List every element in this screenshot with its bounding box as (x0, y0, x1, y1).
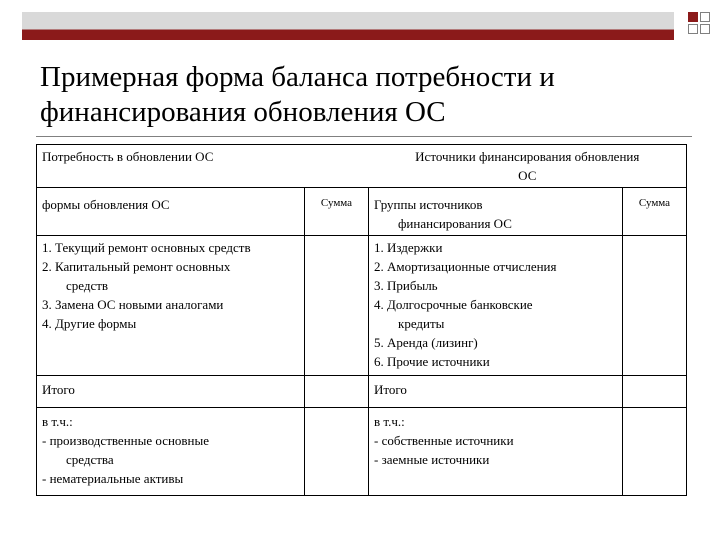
table-row-including (37, 408, 687, 496)
top-decor-bar (22, 12, 674, 40)
left-items-cell (37, 236, 305, 376)
right-sum-cell (623, 236, 687, 376)
list-item: 4. Долгосрочные банковские (374, 297, 533, 312)
right-items-cell (369, 236, 623, 376)
col-groups-line-2: финансирования ОС (398, 216, 512, 231)
decor-square-icon (700, 24, 710, 34)
decor-square-icon (688, 24, 698, 34)
total-right-cell (369, 376, 623, 408)
decor-square-filled-icon (688, 12, 698, 22)
col-forms-header: формы обновления ОС (42, 197, 170, 212)
table-row-items (37, 236, 687, 376)
list-item: 3. Замена ОС новыми аналогами (42, 297, 224, 312)
table-subheader-row (37, 188, 687, 236)
total-left-cell (37, 376, 305, 408)
col-sum-right-cell (623, 188, 687, 236)
total-right-label: Итого (374, 382, 407, 397)
incl-right-sum-cell (623, 408, 687, 496)
total-left-label: Итого (42, 382, 75, 397)
list-item: 1. Текущий ремонт основных средств (42, 240, 251, 255)
col-groups-line-1: Группы источников (374, 197, 483, 212)
incl-right-head: в т.ч.: (374, 414, 405, 429)
header-needs-cell (37, 145, 369, 188)
list-item: - заемные источники (374, 452, 490, 467)
table-row-total (37, 376, 687, 408)
list-item-continuation: кредиты (398, 316, 445, 331)
list-item: - производственные основные (42, 433, 210, 448)
header-sources-line-1: Источники финансирования обновления (415, 149, 640, 164)
list-item: 1. Издержки (374, 240, 443, 255)
list-item: 6. Прочие источники (374, 354, 490, 369)
col-forms-cell (37, 188, 305, 236)
list-item-continuation: средств (66, 278, 109, 293)
list-item: 5. Аренда (лизинг) (374, 335, 478, 350)
incl-left-head: в т.ч.: (42, 414, 73, 429)
col-sum-left-cell (305, 188, 369, 236)
list-item: - собственные источники (374, 433, 514, 448)
balance-table (36, 144, 687, 496)
slide-title (40, 60, 680, 130)
corner-decor-squares (686, 12, 720, 42)
col-groups-cell (369, 188, 623, 236)
header-sources-line-2: ОС (518, 168, 537, 183)
header-needs: Потребность в обновлении ОС (42, 149, 214, 164)
list-item-continuation: средства (66, 452, 114, 467)
total-right-sum-cell (623, 376, 687, 408)
list-item: 2. Капитальный ремонт основных (42, 259, 231, 274)
list-item: 2. Амортизационные отчисления (374, 259, 557, 274)
title-divider (36, 136, 692, 137)
col-sum-left-header: Сумма (320, 197, 353, 209)
incl-left-sum-cell (305, 408, 369, 496)
list-item: 4. Другие формы (42, 316, 137, 331)
list-item: 3. Прибыль (374, 278, 438, 293)
header-sources-cell (369, 145, 687, 188)
col-sum-right-header: Сумма (638, 197, 671, 209)
left-sum-cell (305, 236, 369, 376)
decor-square-icon (700, 12, 710, 22)
list-item: - нематериальные активы (42, 471, 184, 486)
slide-title-line-2: финансирования обновления ОС (40, 96, 446, 128)
total-left-sum-cell (305, 376, 369, 408)
slide-title-line-1: Примерная форма баланса потребности и (40, 61, 555, 93)
table-header-row (37, 145, 687, 188)
incl-right-cell (369, 408, 623, 496)
incl-left-cell (37, 408, 305, 496)
